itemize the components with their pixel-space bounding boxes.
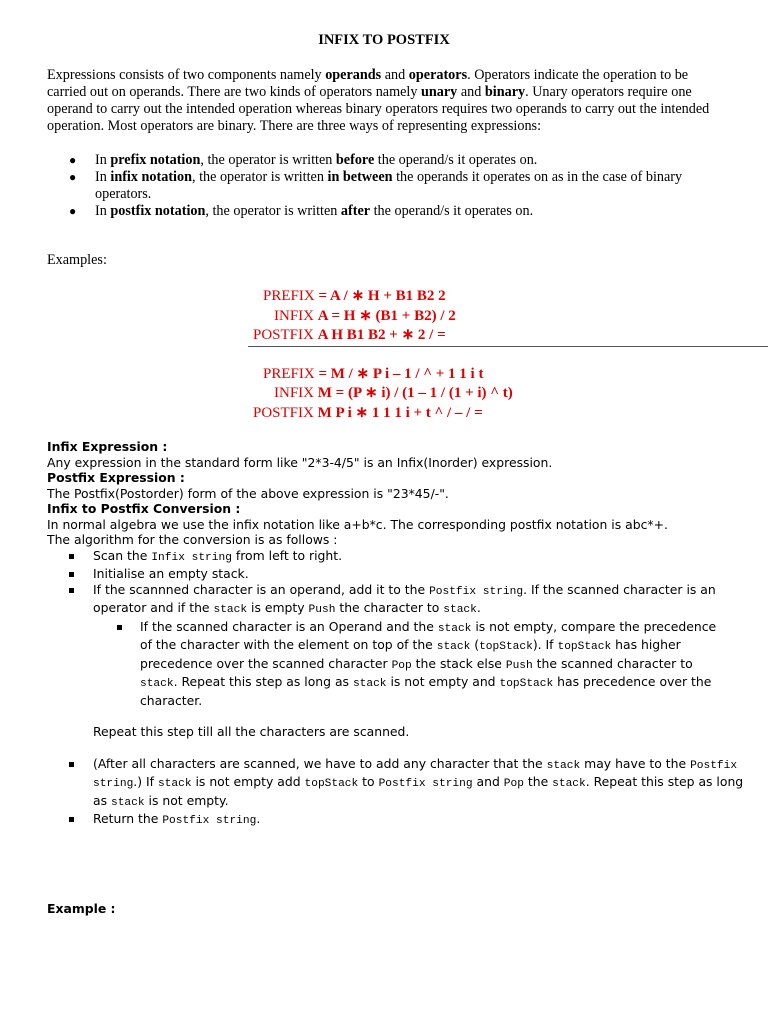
bullet-icon: ● — [69, 204, 77, 218]
list-item: (After all characters are scanned, we have to add any character that the stack may have to the Postfix string.) If stack is not empty add topStack to Postfix string and Pop the stack. Repeat this step as long as stack is not empty. — [47, 756, 747, 812]
list-item: Return the Postfix string. — [47, 811, 747, 830]
divider-line — [248, 346, 768, 347]
conversion-description: In normal algebra we use the infix notation like a+b*c. The corresponding postfix notation is abc*+. — [47, 516, 668, 532]
conversion-section — [47, 439, 747, 830]
algorithm-intro: The algorithm for the conversion is as follows : — [47, 532, 338, 547]
example1-postfix: POSTFIX A H B1 B2 + ∗ 2 / = — [253, 327, 446, 343]
example1-infix: INFIX A = H ∗ (B1 + B2) / 2 — [274, 308, 456, 324]
example2-prefix: PREFIX = M / ∗ P i – 1 / ^ + 1 1 i t — [263, 366, 484, 382]
example2-postfix: POSTFIX M P i ∗ 1 1 1 i + t ^ / – / = — [253, 405, 483, 421]
list-item: Scan the Infix string from left to right. — [47, 548, 747, 567]
example2-infix: INFIX M = (P ∗ i) / (1 – 1 / (1 + i) ^ t) — [274, 385, 513, 401]
list-item: Initialise an empty stack. — [47, 566, 747, 582]
example-heading: Example : — [47, 901, 116, 916]
list-item: If the scanned character is an Operand and the stack is not empty, compare the precedence of the character with the element on top of the stack (topStack). If topStack has higher precedence over the scanned character Pop the stack else Push the scanned character to stack. Repeat this step as long as stack is not empty and topStack has precedence over the character. — [47, 619, 720, 709]
square-bullet-icon — [69, 588, 74, 593]
postfix-description: The Postfix(Postorder) form of the above expression is "23*45/-". — [47, 485, 449, 501]
square-bullet-icon — [69, 817, 74, 822]
page-title: INFIX TO POSTFIX — [318, 32, 450, 48]
examples-label: Examples: — [47, 252, 107, 268]
intro-text: Expressions consists of two components namely operands and operators. Operators indicate the operation to be carried out on operands. There are two kinds of operators namely unary and binary. Unary operators require one operand to carry out the intended operation whereas binary operators requires two operands to carry out the intended operation. Most operators are binary. There are three ways of representing expressions: — [47, 67, 710, 134]
intro-paragraph — [47, 67, 727, 220]
list-item: ● In infix notation, the operator is written in between the operands it operates on as in the case of binary operators. — [69, 169, 683, 202]
postfix-heading: Postfix Expression : — [47, 470, 185, 485]
conversion-heading: Infix to Postfix Conversion : — [47, 501, 241, 516]
square-bullet-icon — [69, 762, 74, 767]
square-bullet-icon — [117, 625, 122, 630]
example1-prefix: PREFIX = A / ∗ H + B1 B2 2 — [263, 288, 446, 304]
square-bullet-icon — [69, 554, 74, 559]
bullet-icon: ● — [69, 170, 77, 184]
infix-heading: Infix Expression : — [47, 439, 168, 454]
infix-description: Any expression in the standard form like "2*3-4/5" is an Infix(Inorder) expression. — [47, 454, 553, 470]
repeat-note: Repeat this step till all the characters are scanned. — [93, 724, 410, 739]
bullet-icon: ● — [69, 153, 77, 167]
list-item: ● In postfix notation, the operator is written after the operand/s it operates on. — [69, 203, 534, 219]
list-item: If the scannned character is an operand, add it to the Postfix string. If the scanned character is an operator and if the stack is empty Push the character to stack. — [47, 582, 747, 619]
notation-list — [0, 152, 727, 220]
list-item: ● In prefix notation, the operator is written before the operand/s it operates on. — [69, 152, 538, 168]
square-bullet-icon — [69, 572, 74, 577]
